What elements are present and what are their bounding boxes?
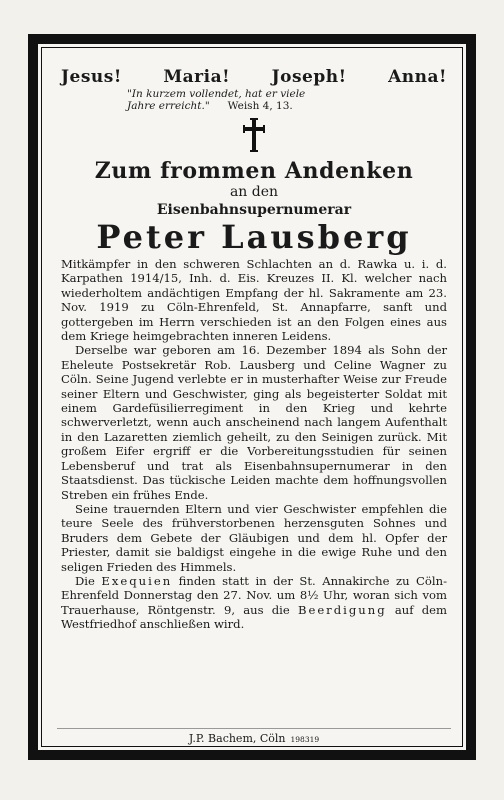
verse-line-1: "In kurzem vollendet, hat er viele [127,88,306,100]
cross-icon [61,118,447,152]
deceased-name: Peter Lausberg [96,218,412,256]
invocation-anna: Anna! [388,67,447,87]
verse-line-2 [127,100,447,112]
obituary-text [61,257,447,632]
invocation-maria: Maria! [163,67,231,87]
imprint-divider [57,728,451,729]
final-post: auf dem Westfriedhof anschließen wird. [61,602,447,632]
heading: Zum frommen Andenken [94,158,414,184]
paragraph-4 [61,574,447,632]
paragraph-2: Derselbe war geboren am 16. Dezember 1894 als Sohn der Eheleute Postsekretär Rob. Lausberg und Celine Wagner zu Cöln. Seine Jugend verlebte er in musterhafter Weise zur Freude seiner Eltern und Geschwister, ging als begeisterter Soldat mit einem Gardefüsilierregiment in den Krieg und kehrte schwerverletzt, wenn auch anscheinend nach langem Aufenthalt in den Lazaretten ziemlich geheilt, zu den Seinigen zurück. Mit großem Eifer ergriff er die Vorbereitungsstudien für seinen Lebensberuf und trat als Eisenbahnsupernumerar in den Staatsdienst. Das tückische Leiden machte dem hoffnungsvollen Streben ein frühes Ende. [61,343,447,502]
paragraph-3: Seine trauernden Eltern und vier Geschwister empfehlen die teure Seele des frühverstorbenen herzensguten Sohnes und Bruders dem Gebete der Gläubigen und dem hl. Opfer der Priester, damit sie baldigst eingehe in die ewige Ruhe und den seligen Frieden des Himmels. [61,501,447,574]
final-mid: finden statt in der St. Annakirche zu Cöln-Ehrenfeld Donnerstag den 27. Nov. um 8½ Uhr, woran sich vom Trauerhause, Röntgenstr. 9, aus die [61,573,448,617]
imprint-number: 198319 [290,735,320,744]
imprint-text: J.P. Bachem, Cöln [188,732,286,745]
final-exequien: Exequien [101,573,173,588]
card-content [61,63,448,745]
invocation-jesus: Jesus! [61,67,122,87]
card-inner [38,44,466,750]
verse-line-2-text: Jahre erreicht." [127,100,210,112]
invocation-joseph: Joseph! [271,67,347,87]
memorial-card [28,34,476,760]
printer-imprint [61,732,447,745]
verse-reference: Weish 4, 13. [227,100,293,112]
paragraph-1: Mitkämpfer in den schweren Schlachten an d. Rawka u. i. d. Karpathen 1914/15, Inh. d. Eis. Kreuzes II. Kl. welcher nach wiederholtem andächtigen Empfang der hl. Sakramente am 23. Nov. 1919 zu Cöln-Ehrenfeld, St. Annapfarre, sanft und gottergeben im Herrn verschieden ist an den Folgen eines aus dem Kriege heimgebrachten inneren Leidens. [61,257,447,344]
bible-verse [127,88,447,112]
final-beerdigung: Beerdigung [297,602,387,617]
final-pre: Die [75,573,95,588]
invocation-line [61,67,447,87]
deceased-role: Eisenbahnsupernumerar [156,202,352,218]
heading-an-den: an den [229,184,279,200]
